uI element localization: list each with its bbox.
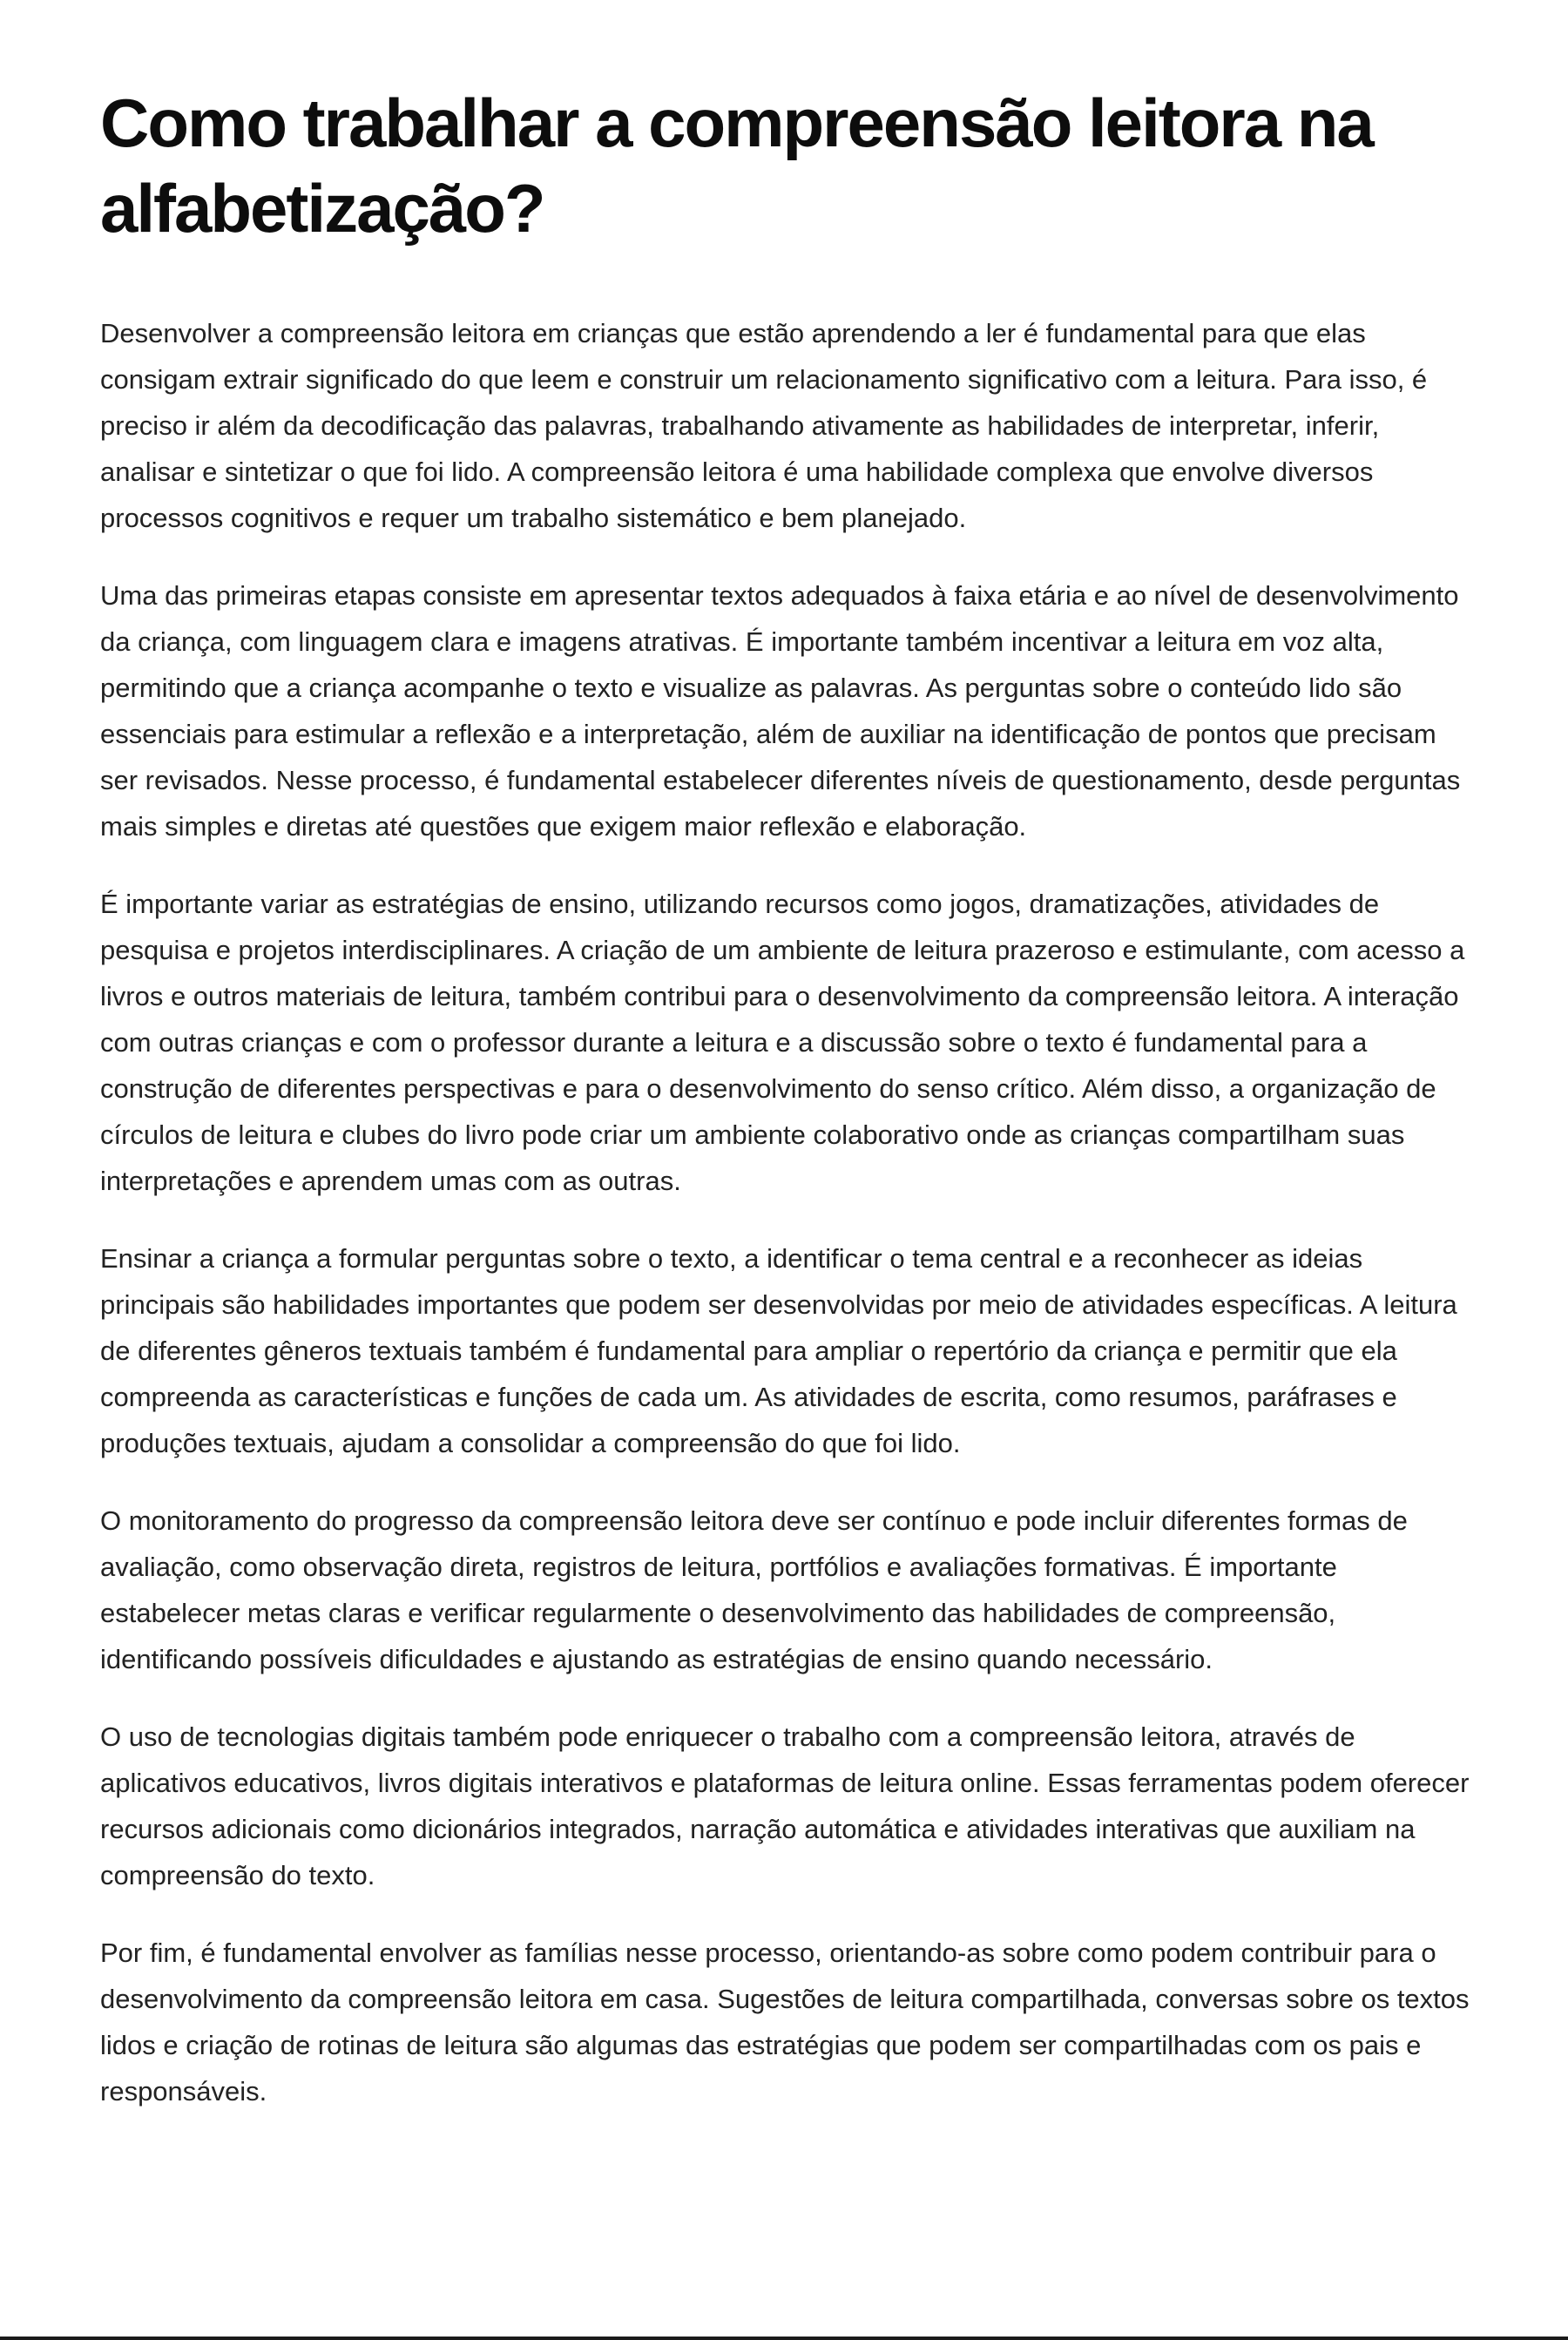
paragraph-text-selection: Uma das primeiras etapas consiste em apresentar textos adequados à faixa etária e ao nível de desenvolvimento da criança, com linguagem clara e imagens atrativas. É importante também incentivar a leitura em voz alta, permitindo que a criança acompanhe o texto e visualize as palavras. As perguntas sobre o conteúdo lido são essenciais para estimular a reflexão e a interpretação, além de auxiliar na identificação de pontos que precisam ser revisados. Nesse processo, é fundamental estabelecer diferentes níveis de questionamento, desde perguntas mais simples e diretas até questões que exigem maior reflexão e elaboração. [100,580,1461,842]
paragraph-teaching-strategies: É importante variar as estratégias de ensino, utilizando recursos como jogos, dramatizações, atividades de pesquisa e projetos interdisciplinares. A criação de um ambiente de leitura prazeroso e estimulante, com acesso a livros e outros materiais de leitura, também contribui para o desenvolvimento da compreensão leitora. A interação com outras crianças e com o professor durante a leitura e a discussão sobre o texto é fundamental para a construção de diferentes perspectivas e para o desenvolvimento do senso crítico. Além disso, a organização de círculos de leitura e clubes do livro pode criar um ambiente colaborativo onde as crianças compartilham suas interpretações e aprendem umas com as outras. [100,889,1465,1196]
paragraph-family-involvement: Por fim, é fundamental envolver as famílias nesse processo, orientando-as sobre como podem contribuir para o desenvolvimento da compreensão leitora em casa. Sugestões de leitura compartilhada, conversas sobre os textos lidos e criação de rotinas de leitura são algumas das estratégias que podem ser compartilhadas com os pais e responsáveis. [100,1938,1470,2107]
paragraph-intro: Desenvolver a compreensão leitora em crianças que estão aprendendo a ler é fundamental para que elas consigam extrair significado do que leem e construir um relacionamento significativo com a leitura. Para isso, é preciso ir além da decodificação das palavras, trabalhando ativamente as habilidades de interpretar, inferir, analisar e sintetizar o que foi lido. A compreensão leitora é uma habilidade complexa que envolve diversos processos cognitivos e requer um trabalho sistemático e bem planejado. [100,318,1428,533]
paragraph-digital-technology: O uso de tecnologias digitais também pode enriquecer o trabalho com a compreensão leitora, através de aplicativos educativos, livros digitais interativos e plataformas de leitura online. Essas ferramentas podem oferecer recursos adicionais como dicionários integrados, narração automática e atividades interativas que auxiliam na compreensão do texto. [100,1721,1470,1890]
article [100,80,1477,2146]
bottom-divider [0,2337,1568,2340]
paragraph-monitoring: O monitoramento do progresso da compreensão leitora deve ser contínuo e pode incluir diferentes formas de avaliação, como observação direta, registros de leitura, portfólios e avaliações formativas. É importante estabelecer metas claras e verificar regularmente o desenvolvimento das habilidades de compreensão, identificando possíveis dificuldades e ajustando as estratégias de ensino quando necessário. [100,1505,1408,1674]
page-title: Como trabalhar a compreensão leitora na alfabetização? [100,85,1373,247]
paragraph-questioning-skills: Ensinar a criança a formular perguntas sobre o texto, a identificar o tema central e a reconhecer as ideias principais são habilidades importantes que podem ser desenvolvidas por meio de atividades específicas. A leitura de diferentes gêneros textuais também é fundamental para ampliar o repertório da criança e permitir que ela compreenda as características e funções de cada um. As atividades de escrita, como resumos, paráfrases e produções textuais, ajudam a consolidar a compreensão do que foi lido. [100,1243,1457,1458]
